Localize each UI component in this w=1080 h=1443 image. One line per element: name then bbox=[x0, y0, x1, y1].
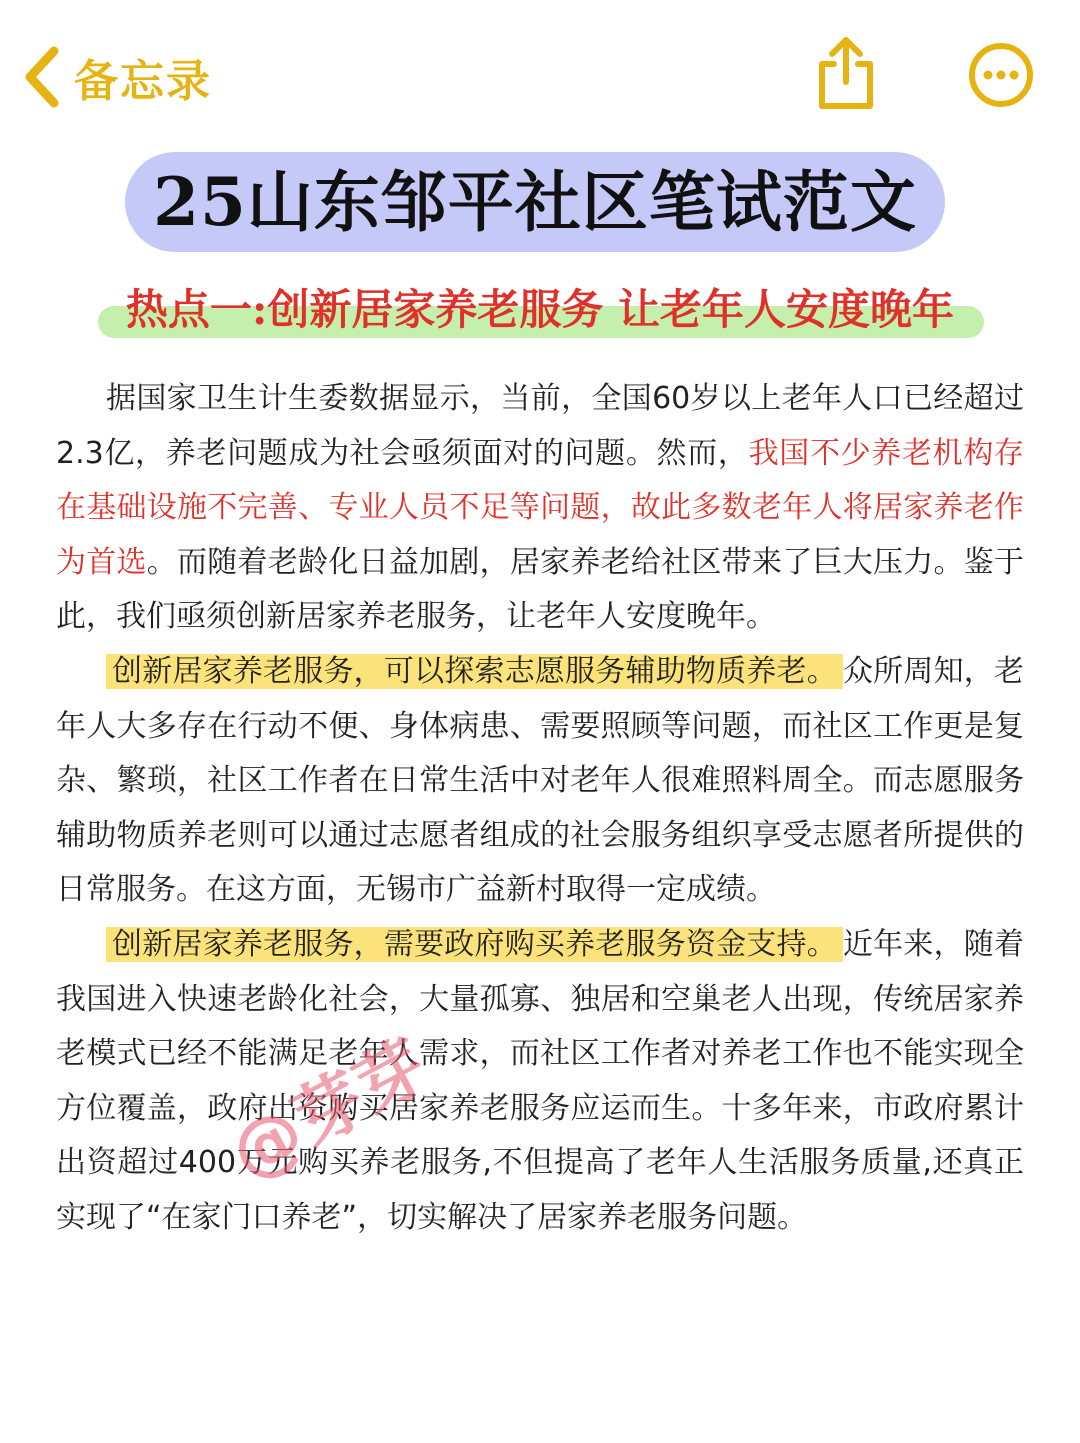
body-paragraph bbox=[56, 918, 1024, 1246]
page-title: 25山东邹平社区笔试范文 bbox=[153, 163, 917, 241]
watermark: @芽芽 bbox=[217, 1024, 441, 1196]
paragraph-text: 。而随着老龄化日益加剧，居家养老给社区带来了巨大压力。鉴于此，我们亟须创新居家养老服务，让老年人安度晚年。 bbox=[56, 544, 1025, 635]
note-body[interactable] bbox=[56, 372, 1024, 1246]
emphasis-text: 我国不少养老机构存在基础设施不完善、专业人员不足等问题，故此多数老年人将居家养老作为首选 bbox=[56, 435, 1025, 580]
back-button[interactable] bbox=[22, 42, 212, 112]
highlighted-key-point: 创新居家养老服务，可以探索志愿服务辅助物质养老。 bbox=[106, 654, 843, 689]
more-horizontal-circle-icon bbox=[966, 40, 1036, 110]
body-paragraph bbox=[56, 645, 1024, 918]
share-button[interactable] bbox=[810, 34, 882, 112]
back-label: 备忘录 bbox=[74, 56, 212, 107]
chevron-left-icon bbox=[22, 45, 62, 109]
body-paragraph bbox=[56, 372, 1024, 645]
navigation-bar bbox=[0, 0, 1080, 150]
highlighted-key-point: 创新居家养老服务，需要政府购买养老服务资金支持。 bbox=[106, 927, 843, 962]
paragraph-text: 据国家卫生计生委数据显示，当前，全国60岁以上老年人口已经超过2.3亿，养老问题成为社会亟须面对的问题。然而， bbox=[56, 381, 1024, 471]
subtitle: 热点一:创新居家养老服务 让老年人安度晚年 bbox=[125, 285, 955, 334]
share-icon bbox=[810, 34, 882, 112]
more-button[interactable] bbox=[966, 40, 1036, 110]
paragraph-text: 近年来，随着我国进入快速老龄化社会，大量孤寡、独居和空巢老人出现，传统居家养老模式已经不能满足老年人需求，而社区工作者对养老工作也不能实现全方位覆盖，政府出资购买居家养老服务应运而生。十多年来，市政府累计出资超过400万元购买养老服务,不但提高了老年人生活服务质量,还真正实现了“在家门口养老”，切实解决了居家养老服务问题。 bbox=[56, 926, 1025, 1235]
paragraph-text: 众所周知，老年人大多存在行动不便、身体病患、需要照顾等问题，而社区工作更是复杂、繁琐，社区工作者在日常生活中对老年人很难照料周全。而志愿服务辅助物质养老则可以通过志愿者组成的社会服务组织享受志愿者所提供的日常服务。在这方面，无锡市广益新村取得一定成绩。 bbox=[56, 653, 1025, 908]
